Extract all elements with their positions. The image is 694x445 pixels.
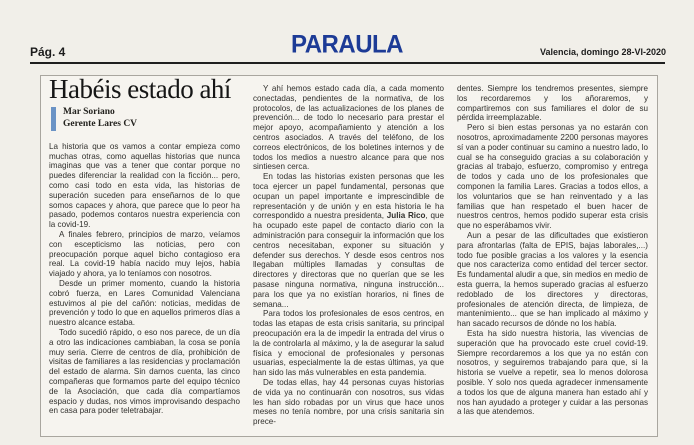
article-paragraph: Aun a pesar de las dificultades que existieron para afrontarlas (falta de EPIS, bajas laborales,...) todo fue posible gracias a los valores y la esencia que nos caracteriza como entidad del tercer sector. Es fundamental aludir a que, sin medios en medio de esta guerra, la hemos superado gracias al esfuerzo redoblado de los directores y directoras, profesionales de atención directa, de limpieza, de mantenimiento... que se han implicado al máximo y han sacado recursos de dónde no los había. [457,230,648,329]
highlighted-person-name: Julia Rico [386,211,426,221]
byline-accent-bar [51,107,56,131]
dateline: Valencia, domingo 28-VI-2020 [539,47,666,57]
article-paragraph: Desde un primer momento, cuando la historia cobró fuerza, en Lares Comunidad Valenciana estuvimos al pie del cañón: noticias, medidas de prevención y todo lo que en aquellos primeros días a nuestro alcance estaba. [49,278,240,328]
page-number: Pág. 4 [30,45,66,59]
article-title: Habéis estado ahí [49,75,231,104]
article-box [40,75,658,437]
author-name: Mar Soriano [63,106,115,117]
article-paragraph: Para todos los profesionales de esos centros, en todas las etapas de esta crisis sanitaria, su principal preocupación era la de impedir la entrada del virus o la de controlarla al máximo, y la de asegurar la salud física y emocional de profesionales y personas usuarias, especialmente la de estas últimas, ya que han sido las más vulnerables en esta pandemia. [253,309,444,378]
article-column-3 [457,84,648,430]
author-role: Gerente Lares CV [63,118,138,129]
article-paragraph: Esta ha sido nuestra historia, las vivencias de superación que ha provocado este cruel covid-19. Siempre recordaremos a los que ya no están con nosotros, y seguiremos trabajando para que, si la historia se vuelve a repetir, sea lo menos dolorosa posible. Y solo nos queda agradecer inmensamente a todos los que de alguna manera han estado ahí y nos han ayudado a proteger y cuidar a las personas a las que atendemos. [457,328,648,417]
article-paragraph: De todas ellas, hay 44 personas cuyas historias de vida ya no continuarán con nosotros, sus vidas les han sido robadas por un virus que hace unos meses no tenía nombre, por una crisis sanitaria sin prece- [253,377,444,427]
byline-text [63,106,137,130]
article-paragraph: A finales febrero, principios de marzo, veíamos con escepticismo las noticias, pero con preocupación porque aquel bicho contagioso era real. La covid-19 había nacido muy lejos, había viajado y ahora, ya lo teníamos con nosotros. [49,229,240,279]
article-paragraph: Todo sucedió rápido, o eso nos parece, de un día a otro las indicaciones cambiaban, la cosa se ponía muy seria. Cierre de centros de día, prohibición de visitas de familiares a las residencias y proclamación del estado de alarma. Sin darnos cuenta, las cinco compañeras que formamos parte del equipo técnico de la Asociación, que cada día compartíamos espacio y dudas, nos vimos improvisando despacho en casa para poder teletrabajar. [49,327,240,416]
paragraph-text: En todas las historias existen personas que les toca ejercer un papel fundamental, personas que ocupan un papel importante e imprescindible de representación y de unión y en esta historia le ha correspondido a nuestra presidenta, [253,172,444,221]
masthead: PARAULA [290,30,404,59]
article-column-1 [49,75,240,430]
article-column-2 [253,84,444,430]
article-paragraph: La historia que os vamos a contar empieza como muchas otras, como aquellas historias que nunca imaginas que vas a tener que contar porque no puedes diferenciar la realidad con la ficción... pero, como casi todo en esta vida, las historias de superación suceden para enseñarnos de lo que somos capaces y ahora, que parece que lo peor ha pasado, podemos contaros nuestra experiencia con la covid-19. [49,141,240,230]
article-paragraph: dentes. Siempre los tendremos presentes, siempre los recordaremos y los añoraremos, y compartiremos con sus familiares el dolor de su pérdida irreemplazable. [457,84,648,123]
header-rule [30,62,665,64]
article-paragraph: Pero si bien estas personas ya no estarán con nosotros, aproximadamente 2200 personas mayores sí van a poder continuar su camino a nuestro lado, lo cual se ha conseguido gracias a su colaboración y gracias al trabajo, esfuerzo, compromiso y entrega de todos y cada uno de los profesionales que componen la familia Lares. Gracias a todos ellos, a los voluntarios que se han reinventado y a las familias que han respetado el buen hacer de nuestros centros, hemos podido superar esta crisis que no esperábamos vivir. [457,123,648,231]
byline [51,106,240,131]
article-paragraph: Y ahí hemos estado cada día, a cada momento conectadas, pendientes de la normativa, de los protocolos, de las actualizaciones de los planes de prevención... de todo lo necesario para prestar el mejor apoyo, acompañamiento y atención a los centros asociados. A través del teléfono, de los correos electrónicos, de los boletines internos y de todos los medios a nuestro alcance para que nos sintiesen cerca. [253,84,444,172]
article-paragraph [253,172,444,309]
paragraph-text: , que ha ocupado este papel de contacto diario con la administración para conseguir la información que los centros necesitaban, exponer su situación y defender sus derechos. Y desde esos centros nos llegaban múltiples llamadas y consultas de directores y directoras que no querían que se les pasase ninguna normativa, ninguna instrucción... para los que ya no existían horarios, ni fines de semana... [253,211,444,309]
